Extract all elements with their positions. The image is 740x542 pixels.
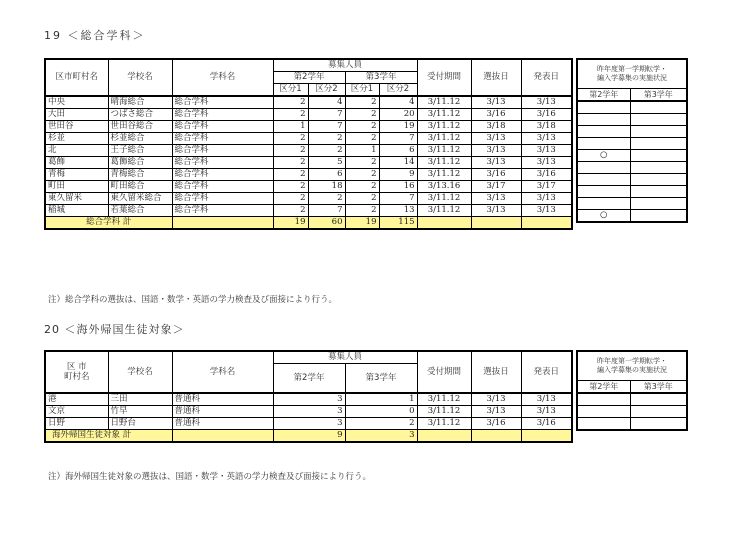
reception-cell: 3/13.16 xyxy=(417,181,471,193)
header-g3-div1: 区分1 xyxy=(345,84,379,97)
g2-div1-cell: 2 xyxy=(273,145,308,157)
side-row xyxy=(577,138,687,150)
ward-cell: 葛飾 xyxy=(45,157,108,169)
side-header-grade2: 第2学年 xyxy=(577,381,630,394)
total-row xyxy=(45,217,572,230)
selection-cell: 3/13 xyxy=(471,96,521,109)
total-selection xyxy=(471,430,521,443)
announce-cell: 3/17 xyxy=(521,181,572,193)
total-row xyxy=(45,430,572,443)
reception-cell: 3/11.12 xyxy=(417,406,471,418)
side-row xyxy=(577,101,687,114)
g3-div1-cell: 2 xyxy=(345,121,379,133)
reception-cell: 3/11.12 xyxy=(417,418,471,430)
g3-div1-cell: 2 xyxy=(345,96,379,109)
header-ward: 区市町村名 xyxy=(45,59,108,96)
table-row xyxy=(45,133,572,145)
selection-cell: 3/18 xyxy=(471,121,521,133)
school-cell: 青梅総合 xyxy=(108,169,172,181)
section-20-title: 20 ＜海外帰国生徒対象＞ xyxy=(44,323,185,336)
selection-cell: 3/13 xyxy=(471,133,521,145)
side-header-grade3: 第3学年 xyxy=(630,381,687,394)
header-grade2: 第2学年 xyxy=(273,364,345,394)
prev-grade3-cell xyxy=(630,138,687,150)
selection-cell: 3/16 xyxy=(471,169,521,181)
g2-div1-cell: 2 xyxy=(273,133,308,145)
prev-grade3-cell xyxy=(630,198,687,210)
total-g2: 9 xyxy=(273,430,345,443)
announce-cell: 3/13 xyxy=(521,193,572,205)
side-header-grade2: 第2学年 xyxy=(577,89,630,102)
ward-cell: 日野 xyxy=(45,418,108,430)
g2-div2-cell: 7 xyxy=(308,121,345,133)
ward-cell: 港 xyxy=(45,393,108,406)
g3-div2-cell: 19 xyxy=(379,121,417,133)
header-recruit: 募集人員 xyxy=(273,59,417,72)
total-label: 海外帰国生徒対象 計 xyxy=(45,430,172,443)
reception-cell: 3/11.12 xyxy=(417,157,471,169)
selection-cell: 3/17 xyxy=(471,181,521,193)
prev-grade2-cell xyxy=(577,406,630,418)
header-ward-line2: 町村名 xyxy=(63,372,90,382)
returnee-students-table xyxy=(44,350,573,443)
header-selection: 選抜日 xyxy=(471,59,521,96)
prev-grade2-cell xyxy=(577,114,630,126)
school-cell: 町田総合 xyxy=(108,181,172,193)
g2-div1-cell: 2 xyxy=(273,169,308,181)
total-g3d1: 19 xyxy=(345,217,379,230)
g2-cell: 3 xyxy=(273,393,345,406)
g3-div2-cell: 9 xyxy=(379,169,417,181)
g2-div2-cell: 5 xyxy=(308,157,345,169)
prev-grade3-cell xyxy=(630,126,687,138)
total-empty xyxy=(172,430,273,443)
g3-div2-cell: 6 xyxy=(379,145,417,157)
section-19-title: 19 ＜総合学科＞ xyxy=(44,29,146,42)
school-cell: 杉並総合 xyxy=(108,133,172,145)
g2-div1-cell: 2 xyxy=(273,157,308,169)
side-title-line2: 編入学募集の実施状況 xyxy=(597,74,667,82)
prev-grade2-cell xyxy=(577,126,630,138)
table-row xyxy=(45,418,572,430)
ward-cell: 青梅 xyxy=(45,169,108,181)
ward-cell: 稲城 xyxy=(45,205,108,217)
total-g3d2: 115 xyxy=(379,217,417,230)
reception-cell: 3/11.12 xyxy=(417,169,471,181)
department-cell: 総合学科 xyxy=(172,133,273,145)
selection-cell: 3/13 xyxy=(471,157,521,169)
prev-grade3-cell xyxy=(630,210,687,223)
header-ward xyxy=(45,351,108,393)
prev-grade3-cell xyxy=(630,393,687,406)
table-row xyxy=(45,393,572,406)
total-label: 総合学科 計 xyxy=(45,217,172,230)
side-title xyxy=(577,59,687,89)
table-row xyxy=(45,157,572,169)
g2-div2-cell: 2 xyxy=(308,133,345,145)
side-row xyxy=(577,174,687,186)
total-announce xyxy=(521,217,572,230)
g2-div2-cell: 2 xyxy=(308,193,345,205)
reception-cell: 3/11.12 xyxy=(417,121,471,133)
ward-cell: 北 xyxy=(45,145,108,157)
comprehensive-course-table xyxy=(44,58,573,230)
total-g2d1: 19 xyxy=(273,217,308,230)
section-19-note: 注）総合学科の選抜は、国語・数学・英語の学力検査及び面接により行う。 xyxy=(48,295,338,305)
table-row xyxy=(45,205,572,217)
g3-div1-cell: 2 xyxy=(345,169,379,181)
total-announce xyxy=(521,430,572,443)
announce-cell: 3/16 xyxy=(521,109,572,121)
g2-div1-cell: 2 xyxy=(273,193,308,205)
prev-grade2-cell xyxy=(577,418,630,431)
reception-cell: 3/11.12 xyxy=(417,96,471,109)
g2-div1-cell: 2 xyxy=(273,96,308,109)
announce-cell: 3/13 xyxy=(521,205,572,217)
g3-div1-cell: 2 xyxy=(345,193,379,205)
ward-cell: 文京 xyxy=(45,406,108,418)
department-cell: 総合学科 xyxy=(172,169,273,181)
g3-div2-cell: 20 xyxy=(379,109,417,121)
previous-year-table-20 xyxy=(576,350,688,431)
table-row xyxy=(45,181,572,193)
prev-grade2-cell xyxy=(577,393,630,406)
g3-div1-cell: 2 xyxy=(345,205,379,217)
announce-cell: 3/13 xyxy=(521,406,572,418)
total-reception xyxy=(417,430,471,443)
header-department: 学科名 xyxy=(172,59,273,96)
school-cell: 三田 xyxy=(108,393,172,406)
side-row xyxy=(577,186,687,198)
table-row xyxy=(45,169,572,181)
g3-cell: 2 xyxy=(345,418,417,430)
reception-cell: 3/11.12 xyxy=(417,133,471,145)
g2-cell: 3 xyxy=(273,406,345,418)
announce-cell: 3/13 xyxy=(521,393,572,406)
prev-grade3-cell xyxy=(630,174,687,186)
prev-grade2-cell: ○ xyxy=(577,150,630,162)
announce-cell: 3/13 xyxy=(521,96,572,109)
g3-div1-cell: 2 xyxy=(345,157,379,169)
prev-grade3-cell xyxy=(630,150,687,162)
announce-cell: 3/16 xyxy=(521,169,572,181)
ward-cell: 町田 xyxy=(45,181,108,193)
header-grade3: 第3学年 xyxy=(345,364,417,394)
g3-div1-cell: 2 xyxy=(345,133,379,145)
header-g3-div2: 区分2 xyxy=(379,84,417,97)
g2-div2-cell: 7 xyxy=(308,205,345,217)
announce-cell: 3/13 xyxy=(521,145,572,157)
prev-grade3-cell xyxy=(630,114,687,126)
total-reception xyxy=(417,217,471,230)
g3-div2-cell: 13 xyxy=(379,205,417,217)
school-cell: 東久留米総合 xyxy=(108,193,172,205)
g2-div1-cell: 2 xyxy=(273,109,308,121)
side-row xyxy=(577,198,687,210)
school-cell: 王子総合 xyxy=(108,145,172,157)
table-row xyxy=(45,96,572,109)
g2-div2-cell: 18 xyxy=(308,181,345,193)
g2-div2-cell: 4 xyxy=(308,96,345,109)
ward-cell: 世田谷 xyxy=(45,121,108,133)
school-cell: つばさ総合 xyxy=(108,109,172,121)
table-row xyxy=(45,193,572,205)
department-cell: 総合学科 xyxy=(172,157,273,169)
selection-cell: 3/13 xyxy=(471,193,521,205)
g3-div1-cell: 2 xyxy=(345,181,379,193)
g3-cell: 0 xyxy=(345,406,417,418)
g2-div1-cell: 2 xyxy=(273,181,308,193)
prev-grade2-cell xyxy=(577,174,630,186)
reception-cell: 3/11.12 xyxy=(417,109,471,121)
department-cell: 普通科 xyxy=(172,393,273,406)
selection-cell: 3/13 xyxy=(471,393,521,406)
table-row xyxy=(45,145,572,157)
prev-grade2-cell xyxy=(577,101,630,114)
selection-cell: 3/13 xyxy=(471,406,521,418)
g3-cell: 1 xyxy=(345,393,417,406)
prev-grade3-cell xyxy=(630,162,687,174)
header-g2-div1: 区分1 xyxy=(273,84,308,97)
side-row xyxy=(577,418,687,431)
school-cell: 葛飾総合 xyxy=(108,157,172,169)
side-row xyxy=(577,114,687,126)
g3-div2-cell: 7 xyxy=(379,193,417,205)
prev-grade2-cell xyxy=(577,162,630,174)
department-cell: 総合学科 xyxy=(172,96,273,109)
g3-div2-cell: 7 xyxy=(379,133,417,145)
total-g3: 3 xyxy=(345,430,417,443)
header-grade3: 第3学年 xyxy=(345,72,417,84)
header-grade2: 第2学年 xyxy=(273,72,345,84)
side-title-line2: 編入学募集の実施状況 xyxy=(597,366,667,374)
announce-cell: 3/18 xyxy=(521,121,572,133)
side-row xyxy=(577,150,687,162)
section-20-note: 注）海外帰国生徒対象の選抜は、国語・数学・英語の学力検査及び面接により行う。 xyxy=(48,472,372,482)
reception-cell: 3/11.12 xyxy=(417,205,471,217)
header-school: 学校名 xyxy=(108,351,172,393)
department-cell: 総合学科 xyxy=(172,109,273,121)
header-reception: 受付期間 xyxy=(417,59,471,96)
g3-div2-cell: 4 xyxy=(379,96,417,109)
department-cell: 総合学科 xyxy=(172,205,273,217)
header-selection: 選抜日 xyxy=(471,351,521,393)
total-g2d2: 60 xyxy=(308,217,345,230)
school-cell: 世田谷総合 xyxy=(108,121,172,133)
selection-cell: 3/13 xyxy=(471,205,521,217)
table-row xyxy=(45,121,572,133)
header-g2-div2: 区分2 xyxy=(308,84,345,97)
ward-cell: 大田 xyxy=(45,109,108,121)
prev-grade3-cell xyxy=(630,406,687,418)
department-cell: 普通科 xyxy=(172,406,273,418)
g2-div1-cell: 2 xyxy=(273,205,308,217)
department-cell: 総合学科 xyxy=(172,121,273,133)
g2-div2-cell: 2 xyxy=(308,145,345,157)
header-school: 学校名 xyxy=(108,59,172,96)
department-cell: 普通科 xyxy=(172,418,273,430)
side-row xyxy=(577,126,687,138)
ward-cell: 杉並 xyxy=(45,133,108,145)
total-selection xyxy=(471,217,521,230)
table-row xyxy=(45,406,572,418)
selection-cell: 3/13 xyxy=(471,145,521,157)
reception-cell: 3/11.12 xyxy=(417,193,471,205)
side-row xyxy=(577,210,687,223)
department-cell: 総合学科 xyxy=(172,181,273,193)
school-cell: 晴海総合 xyxy=(108,96,172,109)
header-reception: 受付期間 xyxy=(417,351,471,393)
ward-cell: 中央 xyxy=(45,96,108,109)
announce-cell: 3/13 xyxy=(521,157,572,169)
selection-cell: 3/16 xyxy=(471,109,521,121)
prev-grade3-cell xyxy=(630,101,687,114)
header-announce: 発表日 xyxy=(521,351,572,393)
previous-year-table-19 xyxy=(576,58,688,223)
g3-div1-cell: 1 xyxy=(345,145,379,157)
side-title-line1: 昨年度第一学期転学・ xyxy=(597,357,667,365)
department-cell: 総合学科 xyxy=(172,145,273,157)
header-announce: 発表日 xyxy=(521,59,572,96)
table-row xyxy=(45,109,572,121)
prev-grade2-cell xyxy=(577,138,630,150)
school-cell: 日野台 xyxy=(108,418,172,430)
school-cell: 竹早 xyxy=(108,406,172,418)
g2-div2-cell: 7 xyxy=(308,109,345,121)
side-header-grade3: 第3学年 xyxy=(630,89,687,102)
total-empty xyxy=(172,217,273,230)
side-row xyxy=(577,162,687,174)
prev-grade2-cell xyxy=(577,186,630,198)
school-cell: 若葉総合 xyxy=(108,205,172,217)
header-recruit: 募集人員 xyxy=(273,351,417,364)
prev-grade2-cell: ○ xyxy=(577,210,630,223)
ward-cell: 東久留米 xyxy=(45,193,108,205)
g3-div1-cell: 2 xyxy=(345,109,379,121)
prev-grade3-cell xyxy=(630,186,687,198)
g2-div1-cell: 1 xyxy=(273,121,308,133)
reception-cell: 3/11.12 xyxy=(417,393,471,406)
g3-div2-cell: 16 xyxy=(379,181,417,193)
side-title xyxy=(577,351,687,381)
reception-cell: 3/11.12 xyxy=(417,145,471,157)
g2-cell: 3 xyxy=(273,418,345,430)
g3-div2-cell: 14 xyxy=(379,157,417,169)
header-ward-line1: 区 市 xyxy=(66,362,87,372)
prev-grade3-cell xyxy=(630,418,687,431)
selection-cell: 3/16 xyxy=(471,418,521,430)
side-title-line1: 昨年度第一学期転学・ xyxy=(597,65,667,73)
side-row xyxy=(577,393,687,406)
announce-cell: 3/16 xyxy=(521,418,572,430)
prev-grade2-cell xyxy=(577,198,630,210)
side-row xyxy=(577,406,687,418)
g2-div2-cell: 6 xyxy=(308,169,345,181)
announce-cell: 3/13 xyxy=(521,133,572,145)
department-cell: 総合学科 xyxy=(172,193,273,205)
header-department: 学科名 xyxy=(172,351,273,393)
